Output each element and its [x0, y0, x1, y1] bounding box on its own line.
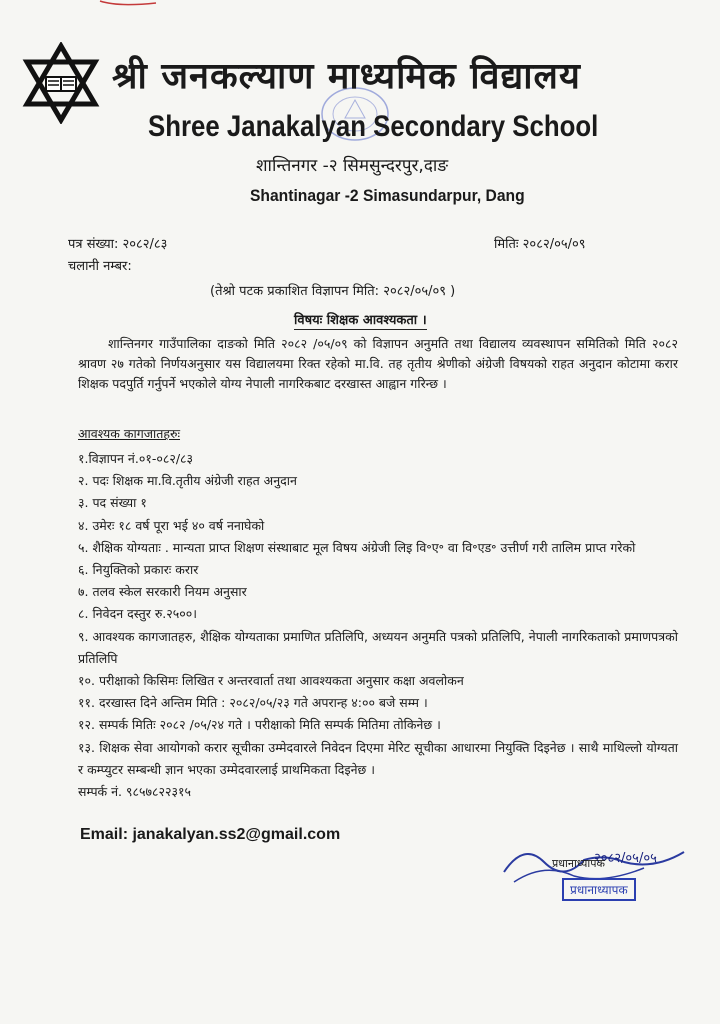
documents-heading: आवश्यक कागजातहरुः	[78, 426, 181, 441]
address-nepali: शान्तिनगर -२ सिमसुन्दरपुर,दाङ	[256, 156, 449, 176]
signatory-title: प्रधानाध्यापक	[552, 857, 605, 870]
letter-date: मितिः २०८२/०५/०९	[494, 237, 586, 252]
list-item: १२. सम्पर्क मितिः २०८२ /०५/२४ गते । परीक्षाको मिति सम्पर्क मितिमा तोकिनेछ ।	[78, 717, 441, 733]
list-item: १०. परीक्षाको किसिमः लिखित र अन्तरवार्ता तथा आवश्यकता अनुसार कक्षा अवलोकन	[78, 673, 464, 689]
school-name-english: Shree Janakalyan Secondary School	[148, 110, 599, 143]
school-emblem-icon	[20, 42, 102, 124]
signatory-stamp: प्रधानाध्यापक	[562, 878, 636, 901]
subject-line: विषयः शिक्षक आवश्यकता ।	[294, 310, 427, 330]
list-item: ८. निवेदन दस्तुर रु.२५००।	[78, 606, 198, 622]
address-english: Shantinagar -2 Simasundarpur, Dang	[250, 186, 525, 205]
list-item: ४. उमेरः १८ वर्ष पूरा भई ४० वर्ष ननाघेको	[78, 517, 265, 533]
list-item: १.विज्ञापन नं.०१-०८२/८३	[78, 451, 194, 466]
letter-number: पत्र संख्या: २०८२/८३	[68, 237, 168, 252]
list-item: ११. दरखास्त दिने अन्तिम मिति : २०८२/०५/२३ गते अपरान्ह ४:०० बजे सम्म ।	[78, 695, 428, 711]
school-name-nepali: श्री जनकल्याण माध्यमिक विद्यालय	[112, 56, 581, 97]
contact-number: सम्पर्क नं. ९८५७८२२३१५	[78, 784, 191, 800]
dispatch-number: चलानी नम्बर:	[68, 259, 132, 274]
list-item: ५. शैक्षिक योग्यताः . मान्यता प्राप्त शिक्षण संस्थाबाट मूल विषय अंग्रेजी लिइ वि॰ए॰ वा वि॰एड॰ उत्तीर्ण गरी तालिम प्राप्त गरेको	[78, 539, 636, 555]
signature-date: २०८२/०५/०५	[594, 851, 657, 866]
list-item: ७. तलव स्केल सरकारी नियम अनुसार	[78, 584, 247, 600]
list-item: १३. शिक्षक सेवा आयोगको करार सूचीका उम्मेदवारले निवेदन दिएमा मेरिट सूचीका आधारमा नियुक्ति दिइनेछ । साथै माथिल्लो योग्यता र कम्प्युटर सम्बन्धी ज्ञान भएका उम्मेदवारलाई प्राथमिकता दिइनेछ ।	[78, 739, 678, 777]
reference-block	[68, 234, 167, 278]
corner-mark	[98, 0, 158, 8]
republish-note: (तेश्रो पटक प्रकाशित विज्ञापन मिति: २०८२/०५/०९ )	[210, 284, 456, 299]
email-address[interactable]: Email: janakalyan.ss2@gmail.com	[80, 826, 341, 843]
notice-body: शान्तिनगर गाउँपालिका दाङको मिति २०८२ /०५/०९ को विज्ञापन अनुमति तथा विद्यालय व्यवस्थापन समितिको मिति २०८२ श्रावण २७ गतेको निर्णयअनुसार यस विद्यालयमा रिक्त रहेको मा.वि. तह तृतीय श्रेणीको अंग्रेजी विषयको राहत अनुदान कोटामा करार शिक्षक पदपुर्ति गर्नुपर्ने भएकोले योग्य नेपाली नागरिकबाट दरखास्त आह्वान गरिन्छ ।	[78, 336, 678, 391]
list-item: २. पदः शिक्षक मा.वि.तृतीय अंग्रेजी राहत अनुदान	[78, 473, 297, 489]
list-item: ६. नियुक्तिको प्रकारः करार	[78, 562, 199, 578]
list-item: ९. आवश्यक कागजातहरु, शैक्षिक योग्यताका प्रमाणित प्रतिलिपि, अध्ययन अनुमति पत्रको प्रतिलिपि, नेपाली नागरिकताको प्रमाणपत्रको प्रतिलिपि	[78, 628, 678, 666]
list-item: ३. पद संख्या १	[78, 495, 147, 511]
requirements-list	[78, 448, 678, 803]
